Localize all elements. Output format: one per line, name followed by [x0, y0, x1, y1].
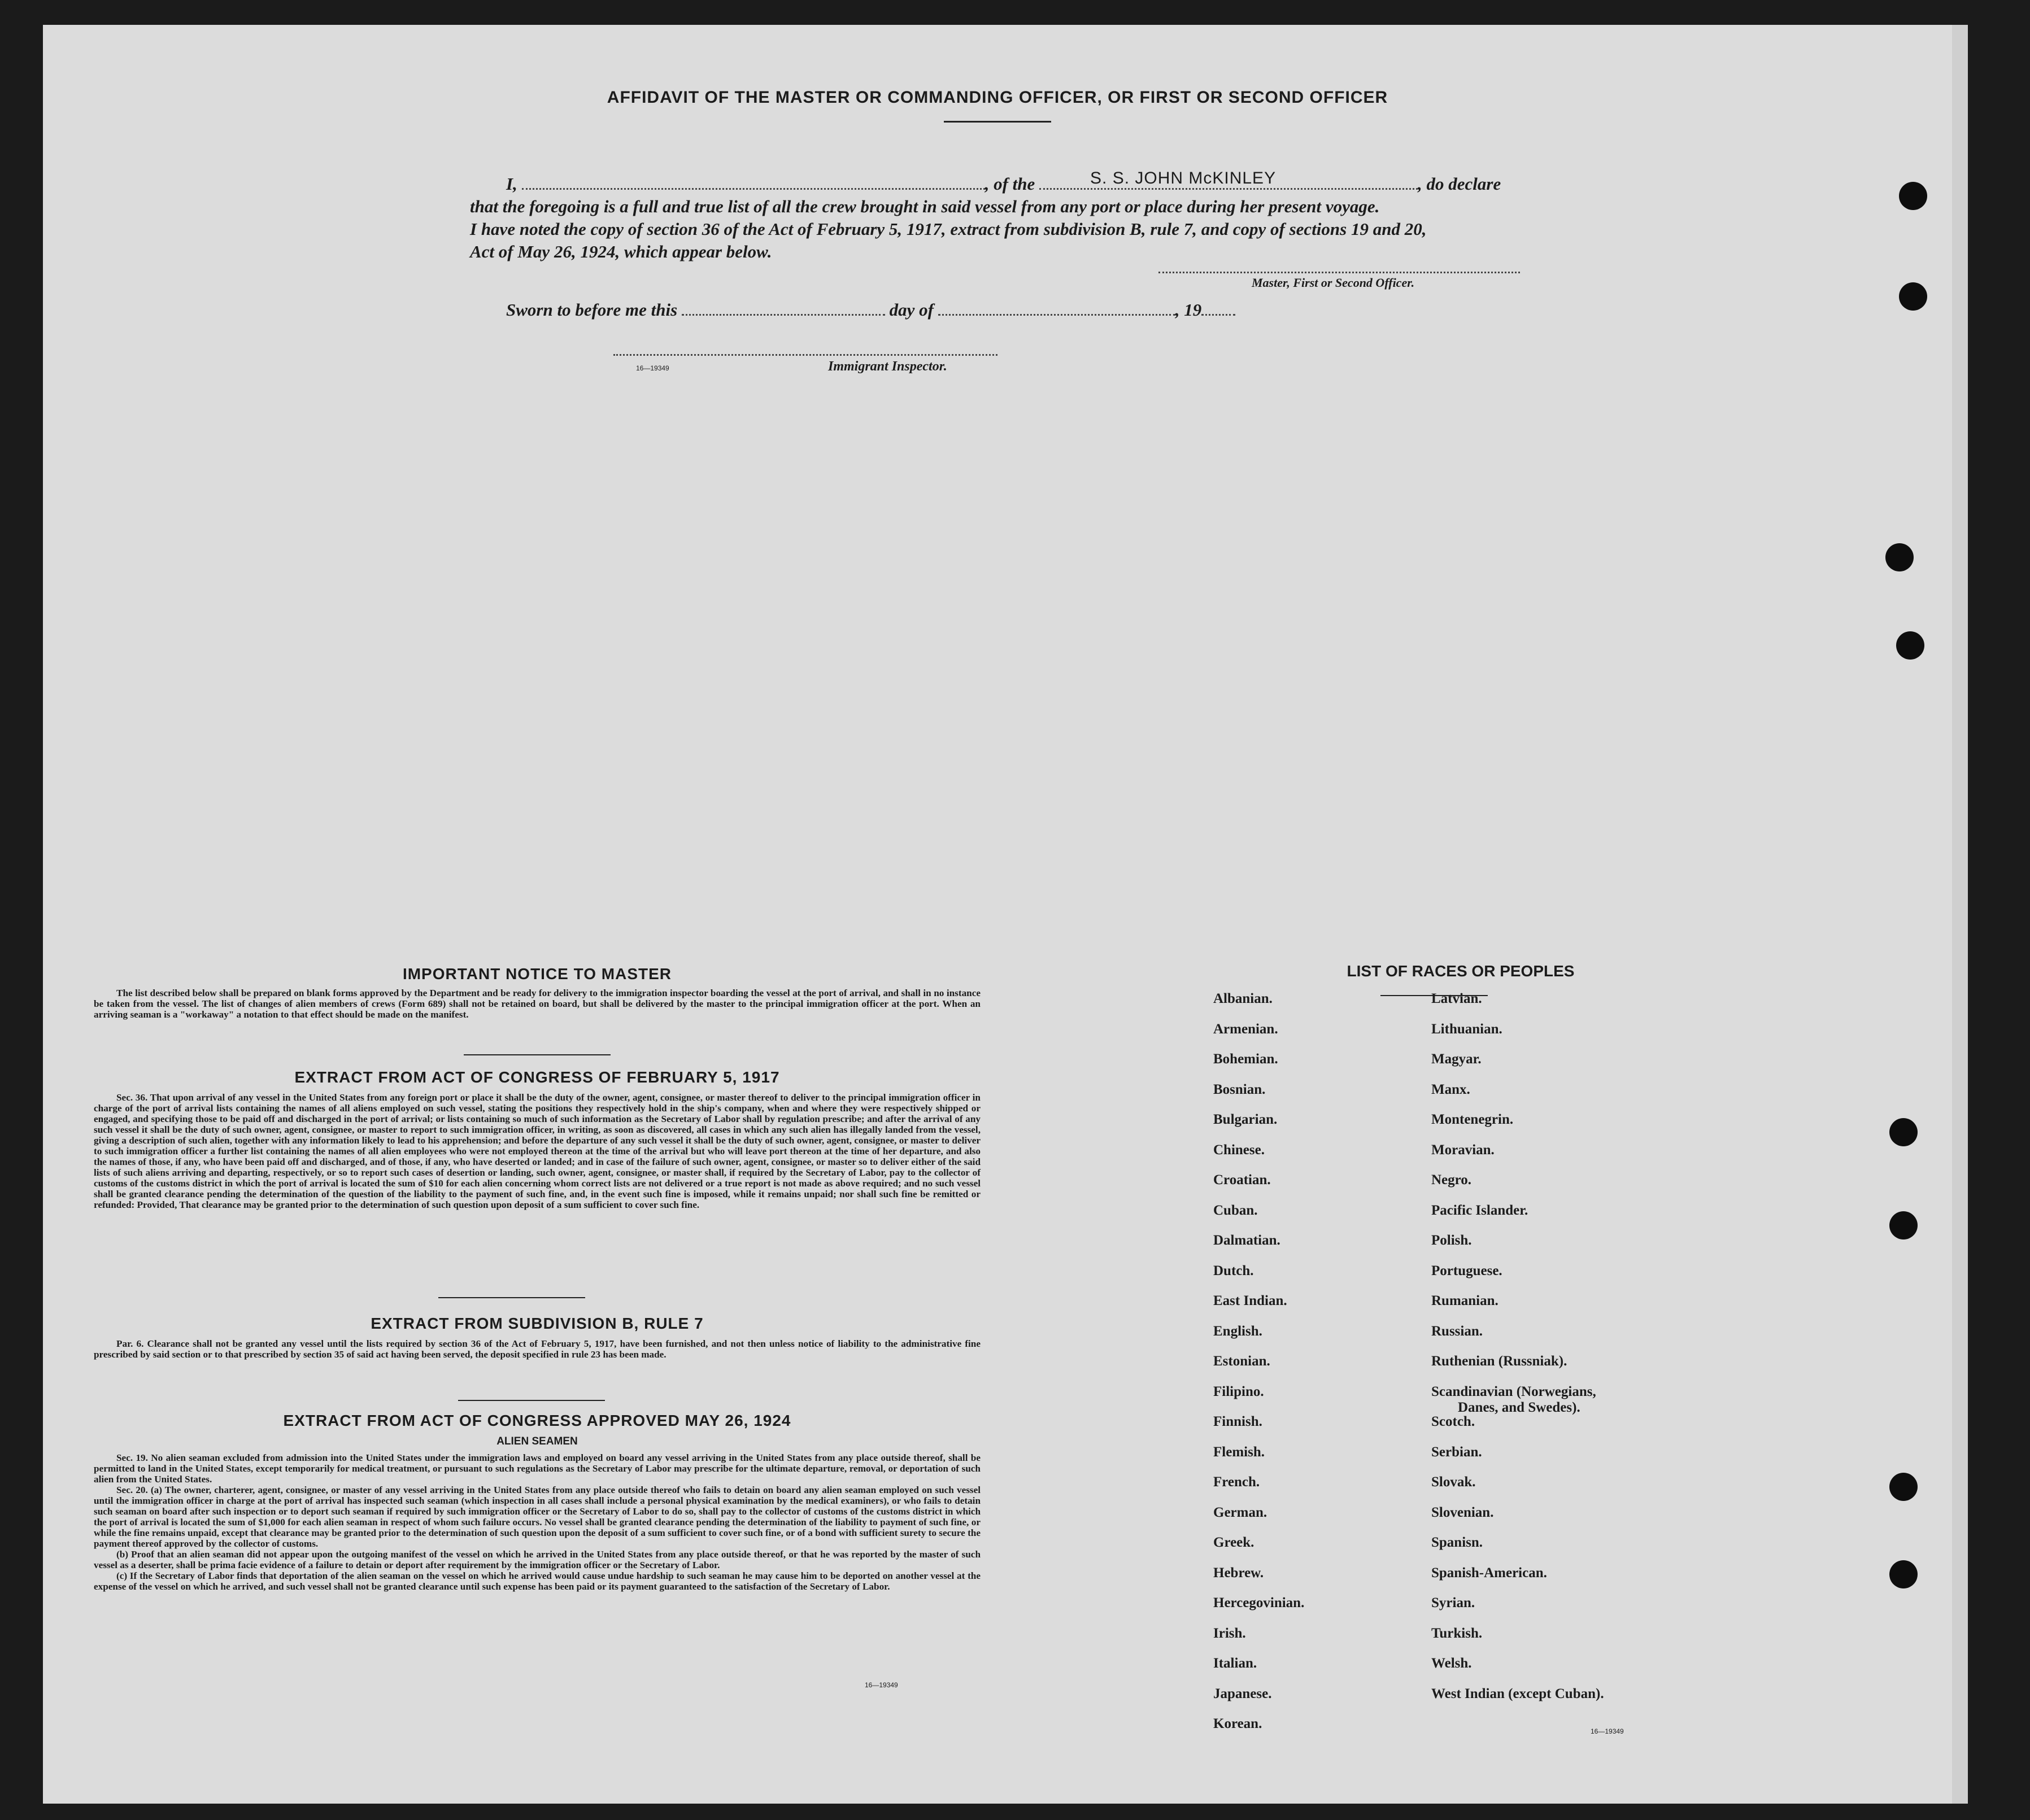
race-item: Italian.	[1213, 1656, 1257, 1671]
race-item: Slovak.	[1431, 1474, 1476, 1490]
declaration-line-2: that the foregoing is a full and true list of all the crew brought in said vessel from any port or place during her present voyage.	[470, 197, 1380, 216]
sec20c-text: (c) If the Secretary of Labor finds that deportation of the alien seaman on the vessel on which he arrived would cause undue hardship to such seaman he may cause him to be deported on another vessel at the expense of the vessel on which he arrived, and such vessel shall not be granted clearance until such expense has been paid or its payment guaranteed to the satisfaction of the Secretary of Labor.	[94, 1570, 981, 1592]
extract-1924-section	[94, 1412, 981, 1592]
race-item: Croatian.	[1213, 1172, 1271, 1188]
race-item: Dutch.	[1213, 1263, 1254, 1278]
race-item: Hercegovinian.	[1213, 1595, 1305, 1610]
race-item: Pacific Islander.	[1431, 1202, 1528, 1218]
race-item: French.	[1213, 1474, 1260, 1490]
race-item: Albanian.	[1213, 991, 1273, 1006]
race-item: Manx.	[1431, 1081, 1470, 1097]
race-item: Lithuanian.	[1431, 1021, 1502, 1037]
sworn-line	[506, 299, 1353, 321]
race-item: East Indian.	[1213, 1293, 1287, 1308]
race-item: Filipino.	[1213, 1383, 1264, 1399]
race-item: Polish.	[1431, 1233, 1472, 1248]
race-item: Magyar.	[1431, 1051, 1482, 1067]
binder-hole	[1885, 543, 1914, 571]
binder-hole	[1889, 1473, 1918, 1501]
race-item: Serbian.	[1431, 1444, 1482, 1460]
extract-1917-section	[94, 1068, 981, 1210]
form-code-races: 16—19349	[1591, 1727, 1624, 1735]
sworn-prefix: Sworn to before me this	[506, 300, 678, 320]
binder-hole	[1889, 1211, 1918, 1239]
divider-3	[458, 1400, 605, 1401]
extract-rule7-text: Par. 6. Clearance shall not be granted any vessel until the lists required by section 36 of the Act of February 5, 1917, have been furnished, and not then unless notice of liability to the administrative fine prescribed by said section or to that prescribed by section 35 of said act having been served, the deposit specified in rule 23 has been made.	[94, 1338, 981, 1360]
declaration-line-3: I have noted the copy of section 36 of the Act of February 5, 1917, extract from subdivision B, rule 7, and copy of sections 19 and 20,	[470, 219, 1427, 239]
race-item: Bohemian.	[1213, 1051, 1278, 1067]
sworn-day-blank	[682, 314, 885, 316]
race-item: Japanese.	[1213, 1686, 1272, 1701]
notice-text: The list described below shall be prepared on blank forms approved by the Department and be ready for delivery to the immigration inspector boarding the vessel at the port of arrival, and shall in no instance be taken from the vessel. The list of changes of alien members of crews (Form 689) shall not be retained on board, but shall be delivered by the master to the principal immigration officer at the port. When an arriving seaman is a "workaway" a notation to that effect should be made on the manifest.	[94, 988, 981, 1020]
race-item: Syrian.	[1431, 1595, 1475, 1610]
race-item: English.	[1213, 1323, 1262, 1339]
master-signature-line	[1158, 272, 1520, 273]
race-item: Scotch.	[1431, 1414, 1475, 1429]
binder-hole	[1899, 182, 1927, 210]
race-item: Portuguese.	[1431, 1263, 1502, 1278]
race-item: Irish.	[1213, 1625, 1246, 1641]
sworn-day-of: day of	[889, 300, 934, 320]
race-item: Hebrew.	[1213, 1565, 1264, 1581]
binder-hole	[1889, 1560, 1918, 1588]
sheet-right-edge	[1952, 25, 1968, 1804]
inspector-signature-line	[613, 354, 997, 356]
race-item: German.	[1213, 1504, 1267, 1520]
form-code-left: 16—19349	[865, 1681, 898, 1689]
declaration-of-the: , of the	[984, 174, 1035, 194]
affidavit-title: AFFIDAVIT OF THE MASTER OR COMMANDING OFFICER, OR FIRST OR SECOND OFFICER	[607, 88, 1388, 107]
race-item: Ruthenian (Russniak).	[1431, 1354, 1567, 1369]
sworn-year: , 19	[1175, 300, 1202, 320]
binder-hole	[1889, 1118, 1918, 1146]
race-item: Armenian.	[1213, 1021, 1278, 1037]
notice-section	[94, 965, 981, 1020]
sec20b-text: (b) Proof that an alien seaman did not appear upon the outgoing manifest of the vessel on which he arrived in the United States from any place outside thereof, or that he was reported by the master of such vessel as a deserter, shall be prima facie evidence of a failure to detain or deport after requirement by the immigration officer or the Secretary of Labor.	[94, 1549, 981, 1570]
race-item: Slovenian.	[1431, 1504, 1494, 1520]
binder-hole	[1896, 631, 1924, 660]
race-item: Estonian.	[1213, 1354, 1270, 1369]
extract-1917-text: Sec. 36. That upon arrival of any vessel in the United States from any foreign port or place it shall be the duty of the owner, agent, consignee, or master thereof to deliver to the principal immigration officer in charge of the port of arrival lists containing the names of all aliens employed on such vessel, stating the positions they respectively hold in the ship's company, when and where they were respectively shipped or engaged, and specifying those to be paid off and discharged in the port of arrival; or lists containing so much of such information as the Secretary of Labor shall by regulation prescribe; and after the arrival of any such vessel it shall be the duty of such owner, agent, consignee, or master to report to such immigration officer, in writing, as soon as discovered, all cases in which any such alien has illegally landed from the vessel, giving a description of such alien, together with any information likely to lead to his apprehension; and before the departure of any such vessel it shall be the duty of such owner, agent, consignee, or master to deliver to such immigration officer a further list containing the names of all alien employees who were not employed thereon at the time of the arrival but who will leave port thereon at the time of her departure, and also the names of those, if any, who have been paid off and discharged, and of those, if any, who have deserted or landed; and in case of the failure of such owner, agent, consignee, or master so to deliver either of the said lists of such aliens arriving and departing, respectively, or so to report such cases of desertion or landing, such owner, agent, consignee, or master shall, if required by the Secretary of Labor, pay to the collector of customs of the customs district in which the port of arrival is located the sum of $10 for each alien concerning whom correct lists are not delivered or a true report is not made as above required; and no such vessel shall be granted clearance pending the determination of the question of the liability to the payment of such fine, and, in the event such fine is imposed, while it remains unpaid; nor shall such fine be remitted or refunded: Provided, That clearance may be granted prior to the determination of such question upon deposit of a sum sufficient to cover such fine.	[94, 1092, 981, 1210]
race-item: Bulgarian.	[1213, 1112, 1278, 1127]
race-item: Danes, and Swedes).	[1458, 1399, 1580, 1415]
race-item: Korean.	[1213, 1716, 1262, 1731]
sec20a-text: Sec. 20. (a) The owner, charterer, agent, consignee, or master of any vessel arriving in the United States from any place outside thereof who fails to detain on board any alien seaman employed on such vessel until the immigration officer in charge at the port of arrival has inspected such seaman (which inspection in all cases shall include a personal physical examination by the medical examiners), or who fails to detain such seaman on board after such inspection or to deport such seaman if required by such immigration officer or the Secretary of Labor to do so, shall pay to the collector of customs of the customs district in which the port of arrival is located the sum of $1,000 for each alien seaman in respect of whom such failure occurs. No vessel shall be granted clearance pending the determination of the liability to payment of such fine, or while the fine remains unpaid, except that clearance may be granted prior to the determination of such question upon the deposit of a sum sufficient to cover such fine, or of a bond with sufficient surety to secure the payment thereof approved by the collector of customs.	[94, 1485, 981, 1549]
race-item: Turkish.	[1431, 1625, 1483, 1641]
race-item: Flemish.	[1213, 1444, 1265, 1460]
extract-rule7-section	[94, 1315, 981, 1360]
declaration-line-1	[506, 169, 1579, 195]
form-code-top: 16—19349	[636, 364, 669, 372]
document-page	[43, 25, 1952, 1804]
alien-seamen-subtitle: ALIEN SEAMEN	[496, 1435, 578, 1447]
race-item: Spanisn.	[1431, 1535, 1483, 1550]
extract-rule7-title: EXTRACT FROM SUBDIVISION B, RULE 7	[371, 1315, 704, 1332]
name-blank	[522, 188, 985, 190]
master-signature-caption: Master, First or Second Officer.	[1252, 276, 1415, 290]
vessel-field	[1039, 169, 1418, 195]
race-item: Montenegrin.	[1431, 1112, 1514, 1127]
sworn-month-blank	[938, 314, 1175, 316]
race-item: Latvian.	[1431, 991, 1482, 1006]
declaration-line-4: Act of May 26, 1924, which appear below.	[470, 242, 772, 261]
sec19-text: Sec. 19. No alien seaman excluded from admission into the United States under the immigration laws and employed on board any vessel arriving in the United States from any place outside thereof, shall be permitted to land in the United States, except temporarily for medical treatment, or pursuant to such regulations as the Secretary of Labor may prescribe for the ultimate departure, removal, or deportation of such alien from the United States.	[94, 1452, 981, 1485]
race-item: Moravian.	[1431, 1142, 1495, 1158]
race-item: Finnish.	[1213, 1414, 1262, 1429]
title-rule	[944, 121, 1051, 123]
vessel-name: S. S. JOHN McKINLEY	[1090, 169, 1277, 187]
inspector-caption: Immigrant Inspector.	[828, 359, 947, 374]
race-item: Bosnian.	[1213, 1081, 1266, 1097]
extract-1917-title: EXTRACT FROM ACT OF CONGRESS OF FEBRUARY 5, 1917	[294, 1068, 780, 1086]
binder-hole	[1899, 282, 1927, 311]
race-item: Negro.	[1431, 1172, 1472, 1188]
race-item: Chinese.	[1213, 1142, 1265, 1158]
races-title: LIST OF RACES OR PEOPLES	[1347, 962, 1575, 980]
notice-title: IMPORTANT NOTICE TO MASTER	[402, 965, 672, 983]
race-item: Dalmatian.	[1213, 1233, 1280, 1248]
race-item: Greek.	[1213, 1535, 1254, 1550]
divider-2	[438, 1297, 585, 1298]
race-item: Spanish-American.	[1431, 1565, 1547, 1581]
extract-1924-title: EXTRACT FROM ACT OF CONGRESS APPROVED MAY 26, 1924	[283, 1412, 791, 1429]
divider-1	[464, 1054, 611, 1055]
race-item: Rumanian.	[1431, 1293, 1498, 1308]
declaration-do-declare: , do declare	[1418, 174, 1501, 194]
declaration-i: I,	[506, 174, 517, 194]
race-item: West Indian (except Cuban).	[1431, 1686, 1604, 1701]
race-item: Scandinavian (Norwegians,	[1431, 1383, 1596, 1399]
race-item: Russian.	[1431, 1323, 1483, 1339]
race-item: Welsh.	[1431, 1656, 1472, 1671]
race-item: Cuban.	[1213, 1202, 1258, 1218]
